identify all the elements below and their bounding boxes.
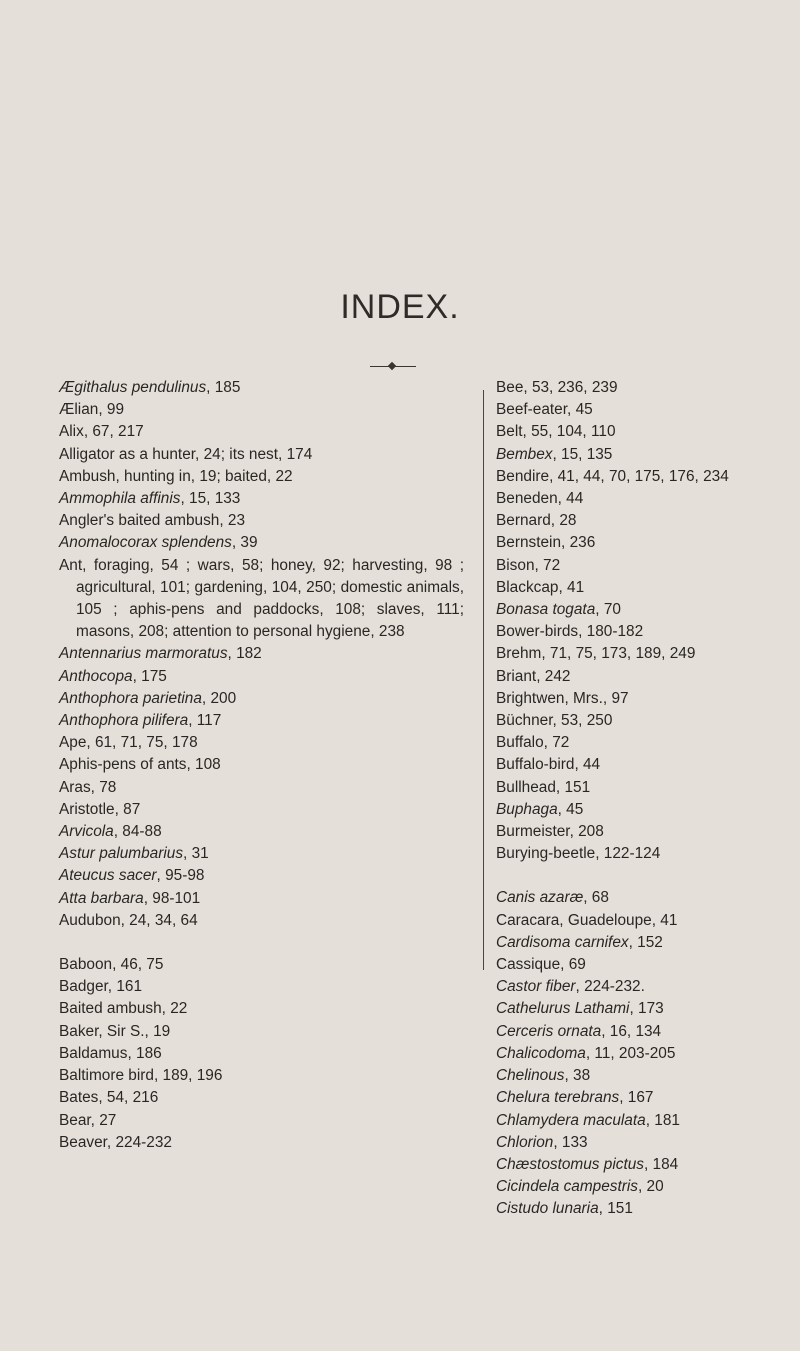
index-page-refs: , 133 <box>553 1133 588 1151</box>
index-page-refs: , 184 <box>643 1155 679 1173</box>
index-page-refs: , 208 <box>569 823 604 841</box>
index-term: Alligator as a hunter <box>59 445 196 463</box>
index-term: Bullhead <box>496 778 556 796</box>
index-page-refs: , 236 <box>561 534 596 552</box>
index-term: Cerceris ornata <box>496 1022 602 1040</box>
index-entry <box>496 444 796 466</box>
index-entry <box>496 1043 796 1065</box>
index-entry <box>59 444 464 466</box>
index-entry <box>59 399 464 421</box>
index-entry <box>496 1021 796 1043</box>
index-term: Cassique <box>496 956 561 974</box>
index-page-refs: , 22 <box>161 1000 188 1018</box>
index-term: Chelinous <box>496 1067 565 1085</box>
index-page-refs: , 108 <box>186 756 221 774</box>
index-term: Ambush <box>59 467 116 485</box>
index-term: Anthocopa <box>59 667 133 685</box>
index-entry <box>59 910 464 932</box>
index-page-refs: , foraging, 54 ; wars, 58; honey, 92; harvesting, 98 ; agricultural, 101; gardening, 104, 250; domestic animals, 105 ; aphis-pens and paddocks, 108; slaves, 111; masons, 208; attention to personal hygiene, 238 <box>76 556 464 641</box>
index-term: Cistudo lunaria <box>496 1200 599 1218</box>
index-entry <box>496 532 796 554</box>
index-term: Bendire <box>496 467 550 485</box>
index-entry <box>496 1065 796 1087</box>
index-page-refs: , 45 <box>557 800 584 818</box>
index-entry <box>59 777 464 799</box>
index-page-refs: , 70 <box>595 601 621 619</box>
index-term: Baltimore bird <box>59 1067 154 1085</box>
index-entry <box>59 377 464 399</box>
index-page-refs: , 224-232 <box>106 1133 172 1151</box>
index-page-refs: , 200 <box>201 689 237 707</box>
index-entry <box>496 599 796 621</box>
index-term: Ammophila affinis <box>59 490 181 508</box>
index-entry <box>496 777 796 799</box>
index-entry <box>59 998 464 1020</box>
index-page-refs: , 182 <box>227 645 262 663</box>
index-page-refs: , 67, 217 <box>83 423 144 441</box>
index-term: Chlamydera maculata <box>496 1111 646 1129</box>
index-term: Aristotle <box>59 800 115 818</box>
index-entry <box>59 532 464 554</box>
index-entry <box>59 510 464 532</box>
index-page-refs: , 46, 75 <box>112 956 164 974</box>
index-term: Buffalo <box>496 734 544 752</box>
index-entry <box>496 799 796 821</box>
index-entry <box>496 976 796 998</box>
index-term: Caracara, Guadeloupe <box>496 911 652 929</box>
index-entry <box>496 488 796 510</box>
index-page-refs: , 189, 196 <box>153 1067 223 1085</box>
index-term: Bonasa togata <box>496 601 596 619</box>
index-entry <box>59 710 464 732</box>
index-entry <box>496 577 796 599</box>
index-page-refs: , 69 <box>560 956 586 974</box>
index-page-refs: , 27 <box>90 1111 117 1129</box>
index-entry <box>59 1065 464 1087</box>
index-term: Bernard <box>496 512 551 530</box>
index-page-refs: , 161 <box>107 978 143 996</box>
index-entry <box>496 1110 796 1132</box>
index-term: Ateucus sacer <box>59 867 157 885</box>
index-page-refs: , 98-101 <box>143 889 201 907</box>
index-term: Ant <box>59 556 83 574</box>
index-entry <box>496 887 796 909</box>
index-term: Baboon <box>59 956 113 974</box>
index-entry <box>496 555 796 577</box>
index-term: Alix <box>59 423 84 441</box>
index-page-refs: , 54, 216 <box>98 1089 159 1107</box>
index-page-refs: , 24; its nest, 174 <box>195 445 313 463</box>
index-entry <box>496 710 796 732</box>
index-entry <box>496 466 796 488</box>
index-page-refs: , 185 <box>206 379 241 396</box>
index-entry <box>496 910 796 932</box>
index-term: Ælian <box>59 401 99 419</box>
index-page-refs: , hunting in, 19; baited, 22 <box>115 467 293 485</box>
index-entry <box>496 821 796 843</box>
index-page-refs: , 55, 104, 110 <box>522 423 616 441</box>
index-term: Aphis-pens of ants <box>59 756 187 774</box>
index-entry <box>496 1154 796 1176</box>
index-page-refs: , 53, 250 <box>552 712 613 730</box>
index-entry <box>59 954 464 976</box>
index-entry <box>496 732 796 754</box>
index-term: Burying-beetle <box>496 845 596 863</box>
index-term: Astur palumbarius <box>59 845 184 863</box>
index-entry <box>59 843 464 865</box>
index-term: Antennarius marmoratus <box>59 645 228 663</box>
index-page-refs: , 61, 71, 75, 178 <box>86 734 198 752</box>
index-page-refs: , 53, 236, 239 <box>523 379 618 396</box>
index-term: Baldamus <box>59 1044 128 1062</box>
index-term: Bear <box>59 1111 91 1129</box>
index-term: Cardisoma carnifex <box>496 933 629 951</box>
index-column-left <box>59 377 464 1154</box>
index-entry <box>59 421 464 443</box>
index-page-refs: , 19 <box>144 1022 171 1040</box>
index-page-refs: , 167 <box>619 1089 654 1107</box>
index-entry <box>496 1176 796 1198</box>
index-entry <box>496 1198 796 1220</box>
index-page-refs: , 151 <box>555 778 591 796</box>
index-entry <box>59 688 464 710</box>
index-term: Bembex <box>496 445 553 463</box>
index-entry <box>59 666 464 688</box>
index-column-right <box>496 377 796 1221</box>
index-page-refs: , 87 <box>114 800 141 818</box>
index-term: Briant <box>496 667 537 685</box>
index-term: Audubon <box>59 911 121 929</box>
index-term: Brehm <box>496 645 542 663</box>
index-term: Chelura terebrans <box>496 1089 620 1107</box>
index-page-refs: , 11, 203-205 <box>585 1044 676 1062</box>
index-page-refs: , 95-98 <box>156 867 205 885</box>
index-entry <box>59 732 464 754</box>
index-page-refs: , 20 <box>638 1178 664 1196</box>
index-page-refs: , 99 <box>98 401 125 419</box>
index-term: Ægithalus pendulinus <box>59 379 207 396</box>
index-page-refs: , 122-124 <box>595 845 661 863</box>
index-entry <box>496 954 796 976</box>
index-term: Ape <box>59 734 87 752</box>
index-page-refs: , 24, 34, 64 <box>120 911 198 929</box>
index-entry <box>496 932 796 954</box>
index-page-refs: , 68 <box>583 889 609 907</box>
index-entry <box>59 799 464 821</box>
column-divider <box>483 390 484 970</box>
index-page-refs: , 84-88 <box>113 823 162 841</box>
index-term: Büchner <box>496 712 553 730</box>
index-page-refs: , 242 <box>536 667 571 685</box>
index-entry <box>59 888 464 910</box>
index-page-refs: , 72 <box>543 734 570 752</box>
index-entry <box>59 754 464 776</box>
index-term: Chlorion <box>496 1133 554 1151</box>
index-term: Anthophora parietina <box>59 689 202 707</box>
index-entry <box>59 488 464 510</box>
index-page-refs: , 175 <box>132 667 167 685</box>
index-term: Beneden <box>496 490 558 508</box>
index-term: Arvicola <box>59 823 114 841</box>
index-page-refs: , 41 <box>651 911 678 929</box>
index-entry <box>59 821 464 843</box>
index-page-refs: , 31 <box>183 845 209 863</box>
index-entry <box>59 466 464 488</box>
index-entry <box>59 1110 464 1132</box>
index-page-refs: , 71, 75, 173, 189, 249 <box>541 645 696 663</box>
index-page-refs: , 41 <box>558 578 585 596</box>
index-term: Baker, Sir S. <box>59 1022 145 1040</box>
index-term: Bee <box>496 379 524 396</box>
index-entry <box>496 843 796 865</box>
title-ornament <box>370 363 416 371</box>
index-entry <box>59 865 464 887</box>
index-term: Beef-eater <box>496 401 568 419</box>
index-page-refs: , 173 <box>629 1000 664 1018</box>
index-entry <box>496 399 796 421</box>
index-entry <box>59 1021 464 1043</box>
index-page-refs: , 78 <box>90 778 117 796</box>
index-entry <box>496 998 796 1020</box>
index-term: Cicindela campestris <box>496 1178 638 1196</box>
index-term: Belt <box>496 423 523 441</box>
index-term: Bison <box>496 556 535 574</box>
index-entry <box>496 421 796 443</box>
index-entry <box>496 621 796 643</box>
index-term: Buffalo-bird <box>496 756 575 774</box>
index-entry <box>59 555 464 644</box>
index-term: Bernstein <box>496 534 562 552</box>
index-term: Bates <box>59 1089 99 1107</box>
index-entry <box>59 1087 464 1109</box>
index-page-refs: , 117 <box>188 712 222 730</box>
index-entry <box>59 1132 464 1154</box>
index-term: Burmeister <box>496 823 570 841</box>
index-page-refs: , 15, 133 <box>180 490 241 508</box>
index-entry <box>496 643 796 665</box>
index-term: Brightwen, Mrs. <box>496 689 603 707</box>
index-page-refs: , 44 <box>574 756 601 774</box>
index-term: Castor fiber <box>496 978 576 996</box>
page-title: INDEX. <box>340 288 460 326</box>
index-page-refs: , 151 <box>598 1200 633 1218</box>
index-page-refs: , 224-232. <box>575 978 645 996</box>
index-term: Bower-birds <box>496 623 579 641</box>
index-entry <box>496 754 796 776</box>
index-page-refs: , 16, 134 <box>601 1022 662 1040</box>
index-term: Blackcap <box>496 578 559 596</box>
index-term: Chalicodoma <box>496 1044 586 1062</box>
index-page-refs: , 15, 135 <box>552 445 613 463</box>
index-entry <box>496 666 796 688</box>
index-page-refs: , 152 <box>628 933 663 951</box>
index-page-refs: , 41, 44, 70, 175, 176, 234 <box>549 467 729 485</box>
index-entry <box>59 643 464 665</box>
index-page-refs: , 186 <box>127 1044 162 1062</box>
index-entry <box>496 1132 796 1154</box>
index-term: Buphaga <box>496 800 558 818</box>
index-term: Beaver <box>59 1133 107 1151</box>
index-page-refs: , 181 <box>645 1111 680 1129</box>
index-page-refs: , 180-182 <box>578 623 644 641</box>
index-term: Chæstostomus pictus <box>496 1155 644 1173</box>
index-page-refs: , 38 <box>564 1067 591 1085</box>
index-page-refs: , 28 <box>550 512 577 530</box>
index-page-refs: , 44 <box>557 490 584 508</box>
index-term: Cathelurus Lathami <box>496 1000 630 1018</box>
index-term: Canis azaræ <box>496 889 584 907</box>
index-term: Baited ambush <box>59 1000 162 1018</box>
index-page-refs: , 97 <box>602 689 629 707</box>
index-entry <box>496 510 796 532</box>
index-term: Atta barbara <box>59 889 144 907</box>
index-entry <box>496 377 796 399</box>
ornament-diamond <box>388 362 396 370</box>
index-term: Aras <box>59 778 91 796</box>
index-term: Anomalocorax splendens <box>59 534 232 552</box>
index-page-refs: , 23 <box>219 512 246 530</box>
index-entry <box>59 976 464 998</box>
index-term: Anthophora pilifera <box>59 712 189 730</box>
index-page-refs: , 72 <box>534 556 561 574</box>
index-page-refs: , 39 <box>231 534 258 552</box>
index-term: Badger <box>59 978 108 996</box>
index-entry <box>496 1087 796 1109</box>
index-entry <box>59 1043 464 1065</box>
index-page-refs: , 45 <box>567 401 593 419</box>
index-term: Angler's baited ambush <box>59 512 220 530</box>
index-entry <box>496 688 796 710</box>
